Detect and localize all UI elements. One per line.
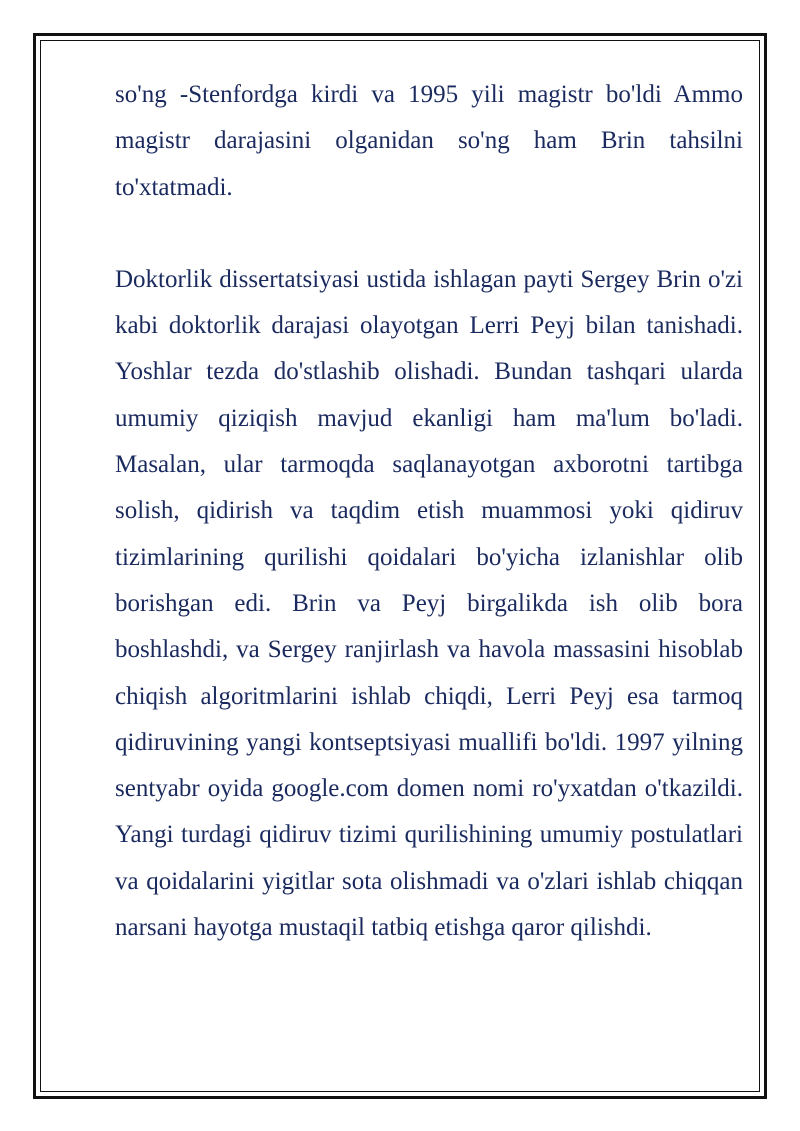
paragraph-1: so'ng -Stenfordga kirdi va 1995 yili magistr bo'ldi Ammo magistr darajasini olganidan so'ng ham Brin tahsilni to'xtatmadi. <box>115 81 743 201</box>
paragraph-spacer <box>115 211 743 257</box>
paragraph-2: Doktorlik dissertatsiyasi ustida ishlagan payti Sergey Brin o'zi kabi doktorlik darajasi olayotgan Lerri Peyj bilan tanishadi. Yoshlar tezda do'stlashib olishadi. Bundan tashqari ularda umumiy qiziqish mavjud ekanligi ham ma'lum bo'ladi. Masalan, ular tarmoqda saqlanayotgan axborotni tartibga solish, qidirish va taqdim etish muammosi yoki qidiruv tizimlarining qurilishi qoidalari bo'yicha izlanishlar olib borishgan edi. Brin va Peyj birgalikda ish olib bora boshlashdi, va Sergey ranjirlash va havola massasini hisoblab chiqish algoritmlarini ishlab chiqdi, Lerri Peyj esa tarmoq qidiruvining yangi kontseptsiyasi muallifi bo'ldi. 1997 yilning sentyabr oyida google.com domen nomi ro'yxatdan o'tkazildi. Yangi turdagi qidiruv tizimi qurilishining umumiy postulatlari va qoidalarini yigitlar sota olishmadi va o'zlari ishlab chiqqan narsani hayotga mustaqil tatbiq etishga qaror qilishdi. <box>115 265 743 942</box>
document-body <box>115 72 743 951</box>
